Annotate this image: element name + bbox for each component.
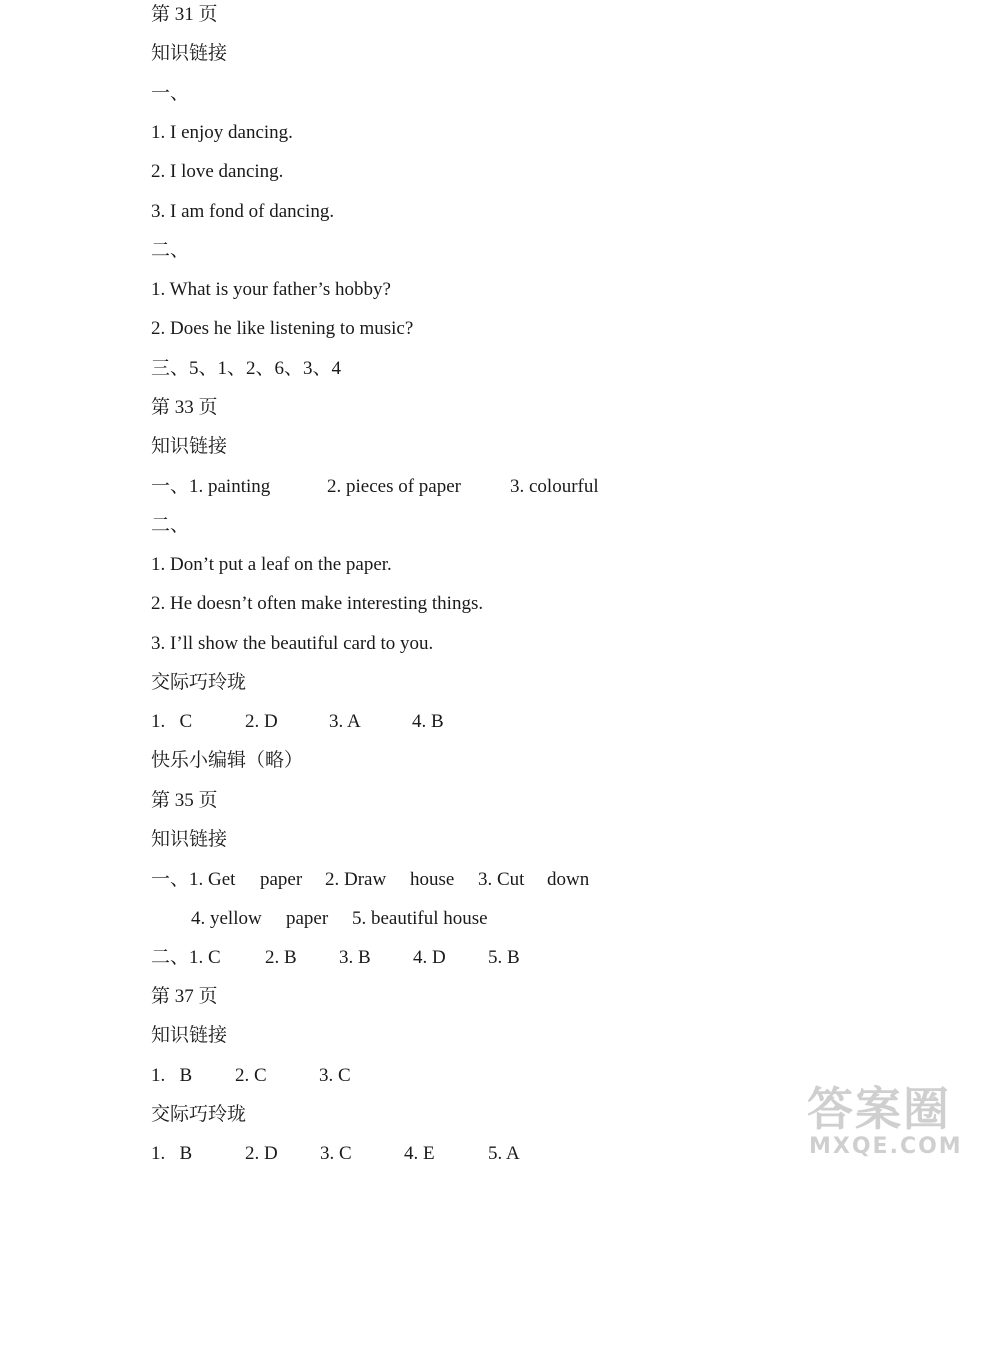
answer-cell: 2. D — [245, 711, 278, 732]
answer-line: 2. He doesn’t often make interesting things. — [151, 593, 484, 614]
site-watermark — [807, 1083, 992, 1163]
section-heading: 交际巧玲珑 — [151, 1104, 247, 1125]
answer-cell: 3. C — [319, 1065, 351, 1086]
section-heading: 知识链接 — [151, 436, 228, 457]
section-heading: 知识链接 — [151, 1025, 228, 1046]
answer-line: 3. I’ll show the beautiful card to you. — [151, 633, 434, 654]
watermark-logo-text: 答案圈 — [807, 1082, 951, 1136]
answer-cell: 2. C — [235, 1065, 267, 1086]
section-heading: 知识链接 — [151, 43, 228, 64]
answer-cell: 4. D — [413, 947, 446, 968]
part-label: 二、 — [151, 240, 190, 261]
answer-cell: 一、1. painting — [151, 476, 271, 497]
answer-row — [151, 943, 520, 973]
answer-cell: 4. yellow — [191, 908, 262, 929]
section-heading: 知识链接 — [151, 829, 228, 850]
page-label: 第 37 页 — [151, 986, 218, 1007]
page-label: 第 35 页 — [151, 790, 218, 811]
answer-cell: 4. B — [412, 711, 444, 732]
answer-line: 三、5、1、2、6、3、4 — [151, 358, 342, 379]
answer-cell: paper — [286, 908, 329, 929]
answer-cell: 2. D — [245, 1143, 278, 1164]
section-heading: 快乐小编辑（略） — [151, 750, 304, 771]
answer-line: 1. I enjoy dancing. — [151, 122, 293, 143]
page-label: 第 31 页 — [151, 4, 218, 25]
answer-cell: 3. Cut — [478, 869, 525, 890]
answer-cell: paper — [260, 869, 303, 890]
part-label: 一、 — [151, 83, 190, 104]
answer-row — [151, 1139, 520, 1169]
answer-line: 1. What is your father’s hobby? — [151, 279, 391, 300]
answer-row — [151, 865, 590, 895]
answer-cell: 1. B — [151, 1143, 193, 1164]
answer-cell: house — [410, 869, 455, 890]
answer-line: 3. I am fond of dancing. — [151, 201, 335, 222]
answer-cell: 5. beautiful house — [352, 908, 488, 929]
answer-line: 1. Don’t put a leaf on the paper. — [151, 554, 392, 575]
answer-cell: down — [547, 869, 590, 890]
answer-cell: 2. B — [265, 947, 297, 968]
answer-row — [151, 1061, 351, 1091]
answer-cell: 1. B — [151, 1065, 193, 1086]
answer-cell: 5. A — [488, 1143, 520, 1164]
answer-row — [151, 904, 488, 934]
answer-cell: 3. C — [320, 1143, 352, 1164]
page-label: 第 33 页 — [151, 397, 218, 418]
answer-line: 2. Does he like listening to music? — [151, 318, 414, 339]
answer-cell: 4. E — [404, 1143, 435, 1164]
watermark-url: MXQE.COM — [809, 1134, 963, 1159]
answer-cell: 二、1. C — [151, 947, 221, 968]
answer-row — [151, 707, 444, 737]
answer-cell: 3. B — [339, 947, 371, 968]
answer-cell: 3. A — [329, 711, 361, 732]
answer-row — [151, 472, 599, 502]
answer-cell: 3. colourful — [510, 476, 599, 497]
answer-cell: 5. B — [488, 947, 520, 968]
section-heading: 交际巧玲珑 — [151, 672, 247, 693]
part-label: 二、 — [151, 515, 190, 536]
answer-cell: 2. Draw — [325, 869, 387, 890]
answer-cell: 1. C — [151, 711, 193, 732]
answer-line: 2. I love dancing. — [151, 161, 284, 182]
answer-cell: 2. pieces of paper — [327, 476, 461, 497]
answer-cell: 一、1. Get — [151, 869, 236, 890]
